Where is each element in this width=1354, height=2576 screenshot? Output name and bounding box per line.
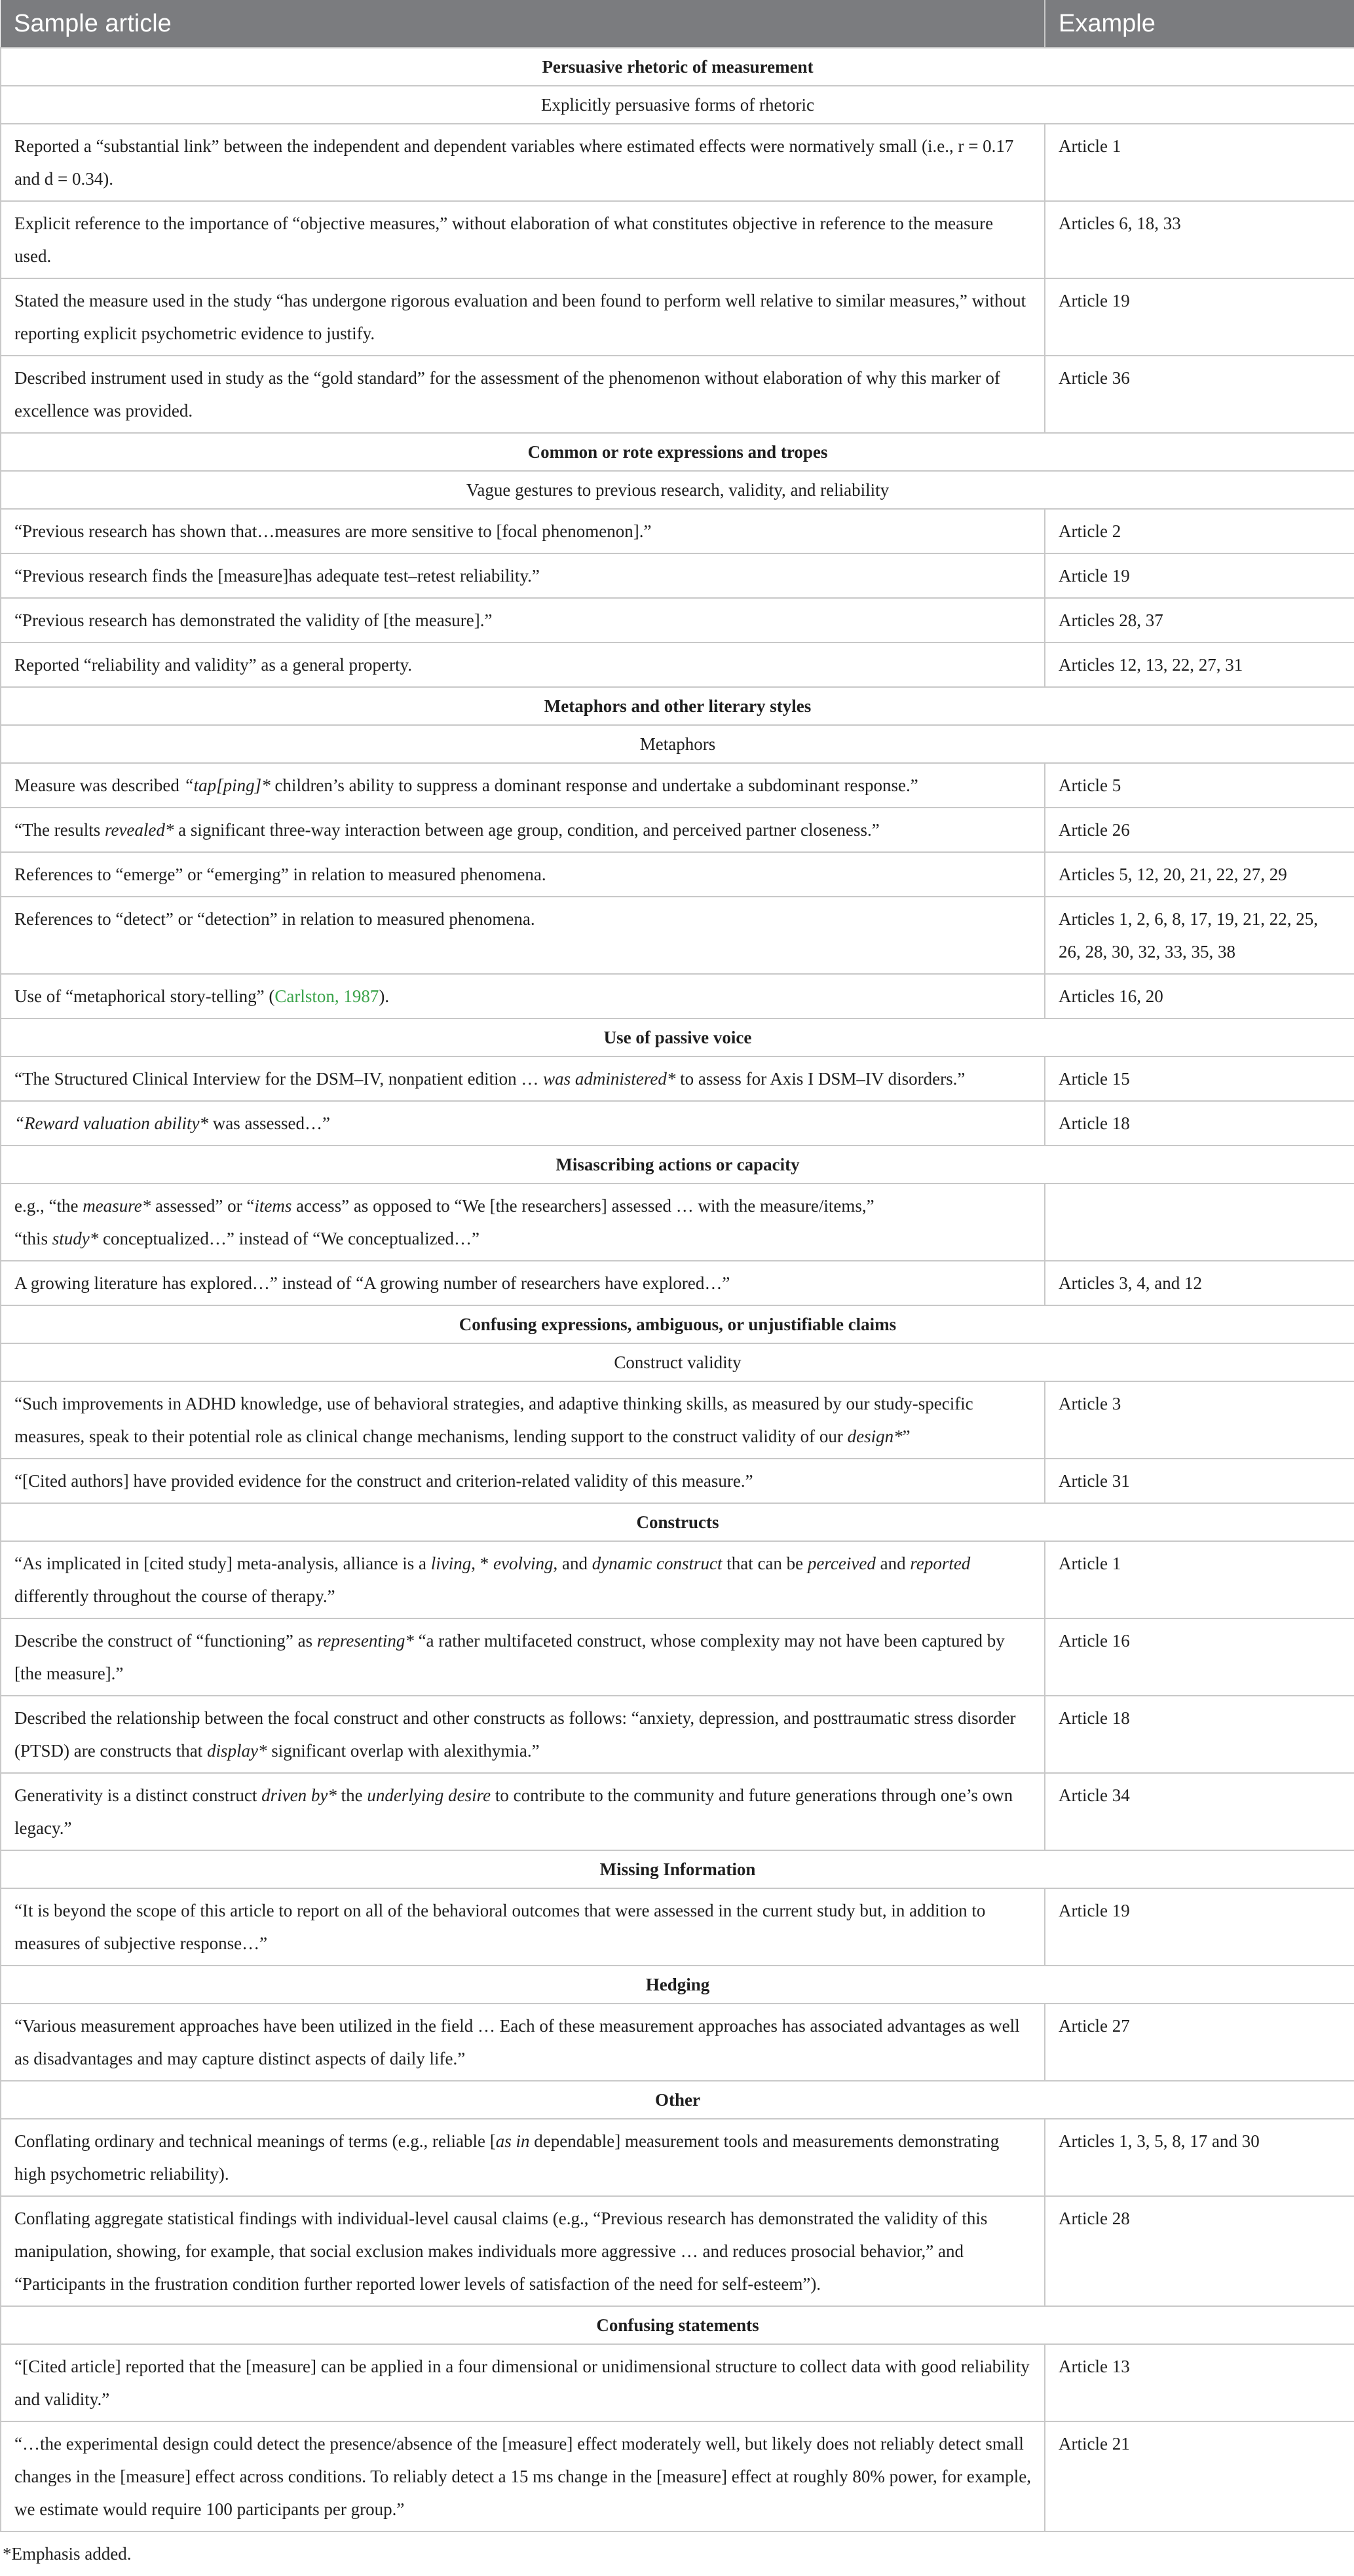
emphasis-text: “tap[ping]* [183,775,271,795]
emphasis-text: evolving [493,1554,554,1573]
sample-cell: “Previous research has shown that…measures are more sensitive to [focal phenomenon].” [1,509,1045,553]
text-segment: Measure was described [14,775,184,795]
example-cell: Article 28 [1045,2196,1354,2306]
text-segment: children’s ability to suppress a dominant response and undertake a subdominant response.” [270,775,918,795]
table-row [1,1261,1354,1305]
example-cell: Article 31 [1045,1459,1354,1503]
table-row [1,2344,1354,2421]
sample-cell [1,808,1045,852]
sample-cell [1,1618,1045,1696]
sample-cell [1,1773,1045,1850]
section-heading: Hedging [1,1966,1354,2004]
sample-cell [1,763,1045,808]
text-segment: and [875,1554,911,1573]
table-row [1,1618,1354,1696]
text-segment: , and [553,1554,592,1573]
sample-cell [1,1101,1045,1146]
table-row [1,2421,1354,2531]
table-row [1,2196,1354,2306]
sample-cell: “[Cited authors] have provided evidence for the construct and criterion-related validity of this measure.” [1,1459,1045,1503]
example-cell: Article 1 [1045,1541,1354,1618]
sample-cell [1,1184,1045,1261]
text-segment: Use of “metaphorical story-telling” ( [14,986,275,1006]
header-sample-article: Sample article [1,0,1045,48]
example-cell: Article 5 [1045,763,1354,808]
emphasis-text: representing* [316,1631,414,1651]
sample-cell: Reported a “substantial link” between the independent and dependent variables where estimated effects were normatively small (i.e., r = 0.17 and d = 0.34). [1,124,1045,201]
table-row [1,124,1354,201]
example-cell: Articles 5, 12, 20, 21, 22, 27, 29 [1045,852,1354,897]
example-cell: Articles 1, 2, 6, 8, 17, 19, 21, 22, 25, 26, 28, 30, 32, 33, 35, 38 [1045,897,1354,974]
text-segment: Generativity is a distinct construct [14,1785,262,1805]
text-segment: Describe the construct of “functioning” as [14,1631,317,1651]
sample-cell [1,974,1045,1018]
sample-cell: References to “detect” or “detection” in relation to measured phenomena. [1,897,1045,974]
example-cell: Article 15 [1045,1056,1354,1101]
text-segment: was assessed…” [208,1113,330,1133]
table-row [1,1056,1354,1101]
example-cell: Articles 1, 3, 5, 8, 17 and 30 [1045,2119,1354,2196]
subsection-heading: Vague gestures to previous research, validity, and reliability [1,471,1354,509]
emphasis-text: reported [910,1554,971,1573]
example-cell: Article 2 [1045,509,1354,553]
example-cell: Articles 3, 4, and 12 [1045,1261,1354,1305]
table-row [1,1888,1354,1966]
example-cell: Articles 28, 37 [1045,598,1354,643]
emphasis-text: design* [847,1427,903,1446]
text-segment: the [336,1785,367,1805]
example-cell: Article 16 [1045,1618,1354,1696]
sample-cell: “It is beyond the scope of this article to report on all of the behavioral outcomes that were assessed in the current study but, in addition to measures of subjective response…” [1,1888,1045,1966]
table-row [1,852,1354,897]
citation-link[interactable]: Carlston, 1987 [274,986,379,1006]
example-cell: Article 27 [1045,2004,1354,2081]
text-segment: access” as opposed to “We [the researchers] assessed … with the measure/items,” [291,1196,874,1216]
sample-cell: “Previous research has demonstrated the validity of [the measure].” [1,598,1045,643]
text-segment: “The Structured Clinical Interview for the DSM–IV, nonpatient edition … [14,1069,544,1089]
emphasis-text: underlying desire [367,1785,491,1805]
sample-cell: References to “emerge” or “emerging” in relation to measured phenomena. [1,852,1045,897]
sample-cell [1,1381,1045,1459]
example-cell: Articles 16, 20 [1045,974,1354,1018]
table-row [1,553,1354,598]
emphasis-text: perceived [807,1554,876,1573]
text-segment: “this [14,1229,52,1248]
table-row [1,201,1354,278]
sample-cell: Described instrument used in study as the “gold standard” for the assessment of the phenomenon without elaboration of why this marker of excellence was provided. [1,356,1045,433]
text-segment: “The results [14,820,105,840]
table-footnote: *Emphasis added. [3,2544,132,2564]
table-row [1,1541,1354,1618]
subsection-heading: Explicitly persuasive forms of rhetoric [1,86,1354,124]
table-row [1,974,1354,1018]
text-segment: Described the relationship between the focal construct and other constructs as follows: “anxiety, depression, and posttraumatic stress disorder (PTSD) are constructs that [14,1708,1016,1761]
section-heading: Constructs [1,1503,1354,1541]
table-row [1,1696,1354,1773]
text-segment: assessed” or “ [151,1196,255,1216]
section-heading: Confusing expressions, ambiguous, or unjustifiable claims [1,1305,1354,1343]
emphasis-text: as in [495,2131,530,2151]
text-segment: to assess for Axis I DSM–IV disorders.” [675,1069,966,1089]
subsection-heading: Construct validity [1,1343,1354,1381]
example-cell: Articles 12, 13, 22, 27, 31 [1045,643,1354,687]
text-segment: significant overlap with alexithymia.” [267,1741,540,1761]
table-row [1,643,1354,687]
emphasis-text: items [254,1196,292,1216]
table-row [1,1184,1354,1261]
section-heading: Other [1,2081,1354,2119]
example-cell: Article 18 [1045,1696,1354,1773]
table-row [1,1101,1354,1146]
example-cell: Articles 6, 18, 33 [1045,201,1354,278]
table-row [1,897,1354,974]
table-row [1,1773,1354,1850]
example-cell: Article 18 [1045,1101,1354,1146]
example-cell: Article 21 [1045,2421,1354,2531]
example-cell: Article 34 [1045,1773,1354,1850]
text-segment: “a rather multifaceted construct, whose complexity may not have been captured by [the measure].” [14,1631,1005,1683]
table-row [1,808,1354,852]
example-cell [1045,1184,1354,1261]
sample-cell: “Previous research finds the [measure]has adequate test–retest reliability.” [1,553,1045,598]
text-segment: Conflating ordinary and technical meanings of terms (e.g., reliable [ [14,2131,496,2151]
example-cell: Article 19 [1045,1888,1354,1966]
text-segment: a significant three-way interaction between age group, condition, and perceived partner closeness.” [174,820,880,840]
text-segment: , * [471,1554,494,1573]
sample-cell [1,1541,1045,1618]
example-cell: Article 26 [1045,808,1354,852]
text-segment: ” [902,1427,911,1446]
emphasis-text: driven by* [261,1785,337,1805]
example-cell: Article 3 [1045,1381,1354,1459]
table-row [1,598,1354,643]
table-row [1,2119,1354,2196]
table-row [1,509,1354,553]
sample-cell [1,1056,1045,1101]
section-heading: Common or rote expressions and tropes [1,433,1354,471]
sample-cell: Stated the measure used in the study “has undergone rigorous evaluation and been found to perform well relative to similar measures,” without reporting explicit psychometric evidence to justify. [1,278,1045,356]
example-cell: Article 13 [1045,2344,1354,2421]
emphasis-text: revealed* [104,820,174,840]
example-cell: Article 1 [1045,124,1354,201]
text-segment: “As implicated in [cited study] meta-analysis, alliance is a [14,1554,431,1573]
section-heading: Use of passive voice [1,1018,1354,1056]
table-row [1,1381,1354,1459]
emphasis-text: “Reward valuation ability* [14,1113,208,1133]
text-segment: conceptualized…” instead of “We conceptualized…” [98,1229,480,1248]
sample-cell: Explicit reference to the importance of “objective measures,” without elaboration of what constitutes objective in reference to the measure used. [1,201,1045,278]
section-heading: Confusing statements [1,2306,1354,2344]
text-segment: dependable] measurement tools and measurements demonstrating high psychometric reliability). [14,2131,1000,2184]
text-segment: e.g., “the [14,1196,83,1216]
section-heading: Persuasive rhetoric of measurement [1,48,1354,86]
text-segment: “Such improvements in ADHD knowledge, use of behavioral strategies, and adaptive thinking skills, as measured by our study-specific measures, speak to their potential role as clinical change mechanisms, lending support to the construct validity of our [14,1394,973,1446]
text-segment: that can be [722,1554,808,1573]
example-cell: Article 36 [1045,356,1354,433]
section-heading: Misascribing actions or capacity [1,1146,1354,1184]
sample-cell: “Various measurement approaches have been utilized in the field … Each of these measurement approaches has associated advantages as well as disadvantages and may capture distinct aspects of daily life.” [1,2004,1045,2081]
sample-cell: Reported “reliability and validity” as a general property. [1,643,1045,687]
emphasis-text: dynamic construct [592,1554,723,1573]
emphasis-text: was administered* [543,1069,676,1089]
sample-cell: “…the experimental design could detect the presence/absence of the [measure] effect moderately well, but likely does not reliably detect small changes in the [measure] effect across conditions. To reliably detect a 15 ms change in the [measure] effect at roughly 80% power, for example, we estimate would require 100 participants per group.” [1,2421,1045,2531]
table-row [1,763,1354,808]
emphasis-text: measure* [83,1196,151,1216]
sample-cell: A growing literature has explored…” instead of “A growing number of researchers have explored…” [1,1261,1045,1305]
text-segment: ). [379,986,390,1006]
sample-cell [1,2119,1045,2196]
section-heading: Metaphors and other literary styles [1,687,1354,725]
sample-cell: Conflating aggregate statistical findings with individual-level causal claims (e.g., “Previous research has demonstrated the validity of this manipulation, showing, for example, that social exclusion makes individuals more aggressive … and reduces prosocial behavior,” and “Participants in the frustration condition further reported lower levels of satisfaction of the need for self-esteem”). [1,2196,1045,2306]
subsection-heading: Metaphors [1,725,1354,763]
example-cell: Article 19 [1045,553,1354,598]
table-row [1,356,1354,433]
table-row [1,2004,1354,2081]
emphasis-text: display* [206,1741,267,1761]
text-segment: differently throughout the course of therapy.” [14,1586,335,1606]
sample-cell: “[Cited article] reported that the [measure] can be applied in a four dimensional or unidimensional structure to collect data with good reliability and validity.” [1,2344,1045,2421]
text-segment: to contribute to the community and future generations through one’s own legacy.” [14,1785,1013,1838]
section-heading: Missing Information [1,1850,1354,1888]
example-cell: Article 19 [1045,278,1354,356]
emphasis-text: living [430,1554,472,1573]
table-header-row [1,0,1354,48]
emphasis-text: study* [52,1229,99,1248]
sample-cell [1,1696,1045,1773]
table-row [1,1459,1354,1503]
header-example: Example [1045,0,1354,48]
table-row [1,278,1354,356]
